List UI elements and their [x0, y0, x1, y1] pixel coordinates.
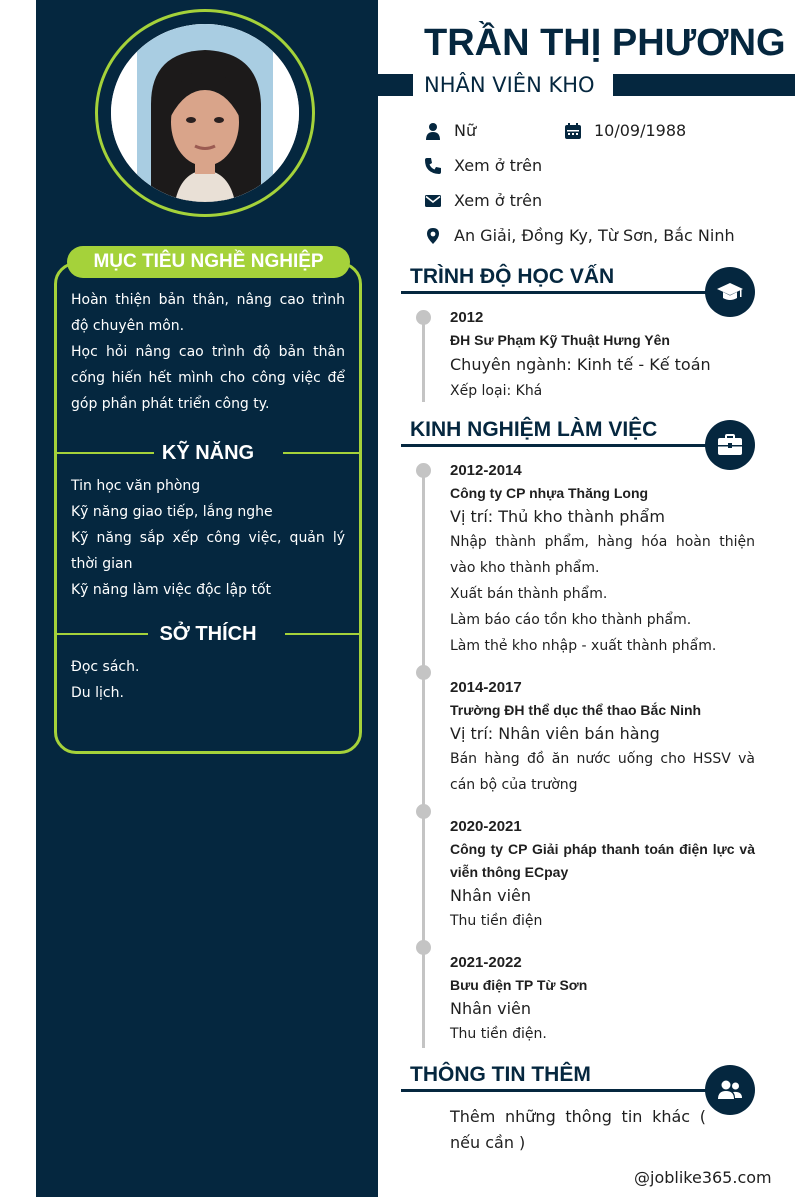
- job-title: NHÂN VIÊN KHO: [424, 73, 595, 97]
- experience-period: 2021-2022: [450, 954, 522, 971]
- skills-list: [71, 473, 345, 603]
- experience-timeline: [422, 470, 425, 1048]
- additional-title: THÔNG TIN THÊM: [410, 1063, 591, 1086]
- experience-company: Công ty CP Giải pháp thanh toán điện lực và viễn thông ECpay: [450, 841, 755, 880]
- experience-duty: Làm báo cáo tồn kho thành phẩm.: [450, 612, 692, 628]
- envelope-icon: [424, 192, 442, 210]
- candidate-name: TRẦN THỊ PHƯƠNG: [424, 22, 786, 64]
- experience-position: Nhân viên: [450, 999, 532, 1018]
- contact-gender: [424, 121, 476, 140]
- objective-text: [71, 287, 345, 417]
- briefcase-icon: [716, 431, 744, 459]
- phone-icon: [424, 157, 442, 175]
- user-icon: [424, 122, 442, 140]
- experience-position: Nhân viên: [450, 886, 532, 905]
- map-marker-icon: [424, 227, 442, 245]
- additional-section-icon: [705, 1065, 755, 1115]
- experience-duty: Bán hàng đồ ăn nước uống cho HSSV và cán bộ của trường: [450, 751, 755, 793]
- email-value: Xem ở trên: [454, 191, 543, 210]
- timeline-dot: [416, 804, 431, 819]
- hobbies-heading: [54, 622, 362, 646]
- education-underline: [401, 291, 711, 294]
- experience-duty: Xuất bán thành phẩm.: [450, 586, 608, 602]
- contact-address: [424, 226, 735, 245]
- experience-entry: [450, 459, 755, 659]
- timeline-dot: [416, 310, 431, 325]
- experience-period: 2020-2021: [450, 818, 522, 835]
- experience-title: KINH NGHIỆM LÀM VIỆC: [410, 418, 658, 441]
- education-school: ĐH Sư Phạm Kỹ Thuật Hưng Yên: [450, 332, 670, 348]
- skills-heading: [54, 441, 362, 465]
- skill-item: Tin học văn phòng: [71, 478, 201, 494]
- experience-entry: [450, 676, 755, 798]
- contact-birthday: [564, 121, 686, 140]
- experience-company: Công ty CP nhựa Thăng Long: [450, 485, 649, 501]
- experience-duty: Thu tiền điện: [450, 913, 543, 929]
- education-grade: Xếp loại: Khá: [450, 383, 543, 399]
- experience-company: Bưu điện TP Từ Sơn: [450, 977, 588, 993]
- skills-title: KỸ NĂNG: [161, 442, 255, 464]
- avatar-photo: [111, 24, 299, 202]
- gender-value: Nữ: [454, 121, 477, 140]
- users-icon: [716, 1076, 744, 1104]
- skill-item: Kỹ năng sắp xếp công việc, quản lý thời gian: [71, 530, 345, 572]
- additional-text: Thêm những thông tin khác ( nếu cần ): [450, 1107, 706, 1152]
- additional-underline: [401, 1089, 711, 1092]
- sidebar: [36, 0, 378, 1197]
- experience-underline: [401, 444, 711, 447]
- watermark-link[interactable]: @joblike365.com: [634, 1168, 772, 1187]
- education-title: TRÌNH ĐỘ HỌC VẤN: [410, 265, 615, 288]
- experience-position: Vị trí: Nhân viên bán hàng: [450, 724, 660, 743]
- timeline-dot: [416, 940, 431, 955]
- objective-line: Hoàn thiện bản thân, nâng cao trình độ chuyên môn.: [71, 292, 345, 334]
- education-major: Chuyên ngành: Kinh tế - Kế toán: [450, 355, 711, 374]
- education-entry: [450, 306, 755, 404]
- avatar: [111, 24, 299, 202]
- calendar-icon: [564, 122, 582, 140]
- experience-entry: [450, 951, 755, 1047]
- objective-line: Học hỏi nâng cao trình độ bản thân cống hiến hết mình cho công việc để góp phần phát triển công ty.: [71, 344, 345, 412]
- graduation-cap-icon: [716, 278, 744, 306]
- objective-heading: MỤC TIÊU NGHỀ NGHIỆP: [67, 246, 350, 278]
- hobby-item: Đọc sách.: [71, 659, 140, 675]
- address-value: An Giải, Đồng Ky, Từ Sơn, Bắc Ninh: [454, 226, 735, 245]
- contact-phone: [424, 156, 542, 175]
- experience-duty: Nhập thành phẩm, hàng hóa hoàn thiện vào kho thành phẩm.: [450, 534, 755, 576]
- experience-entry: [450, 815, 755, 934]
- experience-duty: Thu tiền điện.: [450, 1026, 547, 1042]
- education-year: 2012: [450, 309, 484, 326]
- skill-item: Kỹ năng giao tiếp, lắng nghe: [71, 504, 273, 520]
- phone-value: Xem ở trên: [454, 156, 543, 175]
- timeline-dot: [416, 463, 431, 478]
- skill-item: Kỹ năng làm việc độc lập tốt: [71, 582, 272, 598]
- experience-position: Vị trí: Thủ kho thành phẩm: [450, 507, 665, 526]
- hobbies-title: SỞ THÍCH: [159, 623, 257, 645]
- experience-duty: Làm thẻ kho nhập - xuất thành phẩm.: [450, 638, 717, 654]
- experience-period: 2012-2014: [450, 462, 522, 479]
- hobby-item: Du lịch.: [71, 685, 124, 701]
- contact-email: [424, 191, 542, 210]
- hobbies-list: [71, 654, 345, 706]
- education-timeline: [422, 317, 425, 402]
- experience-company: Trường ĐH thể dục thể thao Bắc Ninh: [450, 702, 702, 718]
- timeline-dot: [416, 665, 431, 680]
- experience-period: 2014-2017: [450, 679, 522, 696]
- birthday-value: 10/09/1988: [594, 121, 687, 140]
